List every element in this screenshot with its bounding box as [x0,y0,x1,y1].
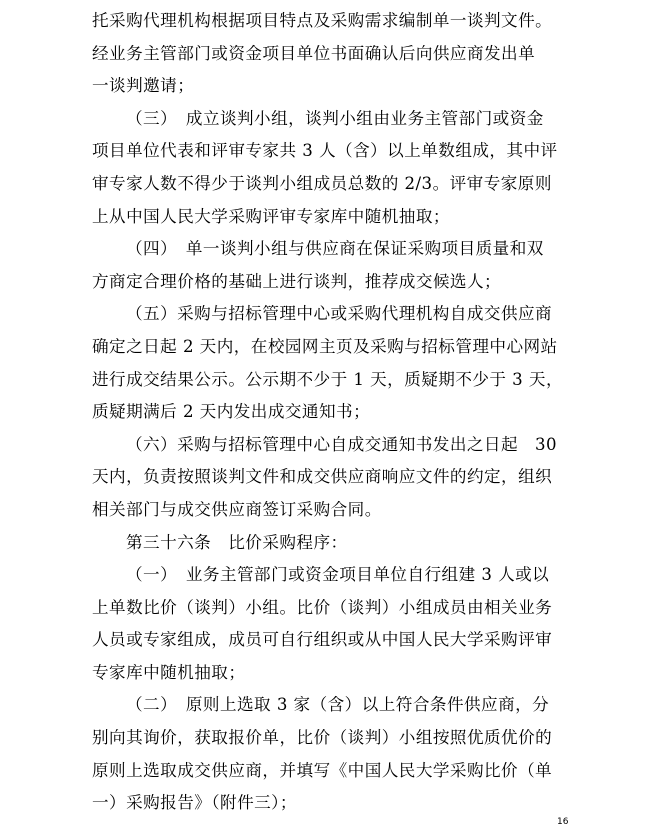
text-line: 经业务主管部门或资金项目单位书面确认后向供应商发出单 [92,43,536,63]
paragraph-start-line: （二） 原则上选取 3 家（含）以上符合条件供应商，分 [126,695,550,715]
paragraph-start-line: （六）采购与招标管理中心自成交通知书发出之日起 30 [126,434,558,454]
text-line: 天内，负责按照谈判文件和成交供应商响应文件的约定，组织 [92,467,553,487]
text-line: 人员或专家组成，成员可自行组织或从中国人民大学采购评审 [92,630,553,650]
text-line: 审专家人数不得少于谈判小组成员总数的 2/3。评审专家原则 [92,173,552,193]
paragraph-start-line: （五）采购与招标管理中心或采购代理机构自成交供应商 [126,304,553,324]
article-heading: 第三十六条 比价采购程序： [126,532,348,552]
text-line: 质疑期满后 2 天内发出成交通知书； [92,402,371,422]
text-line: 确定之日起 2 天内，在校园网主页及采购与招标管理中心网站 [92,336,558,356]
text-line: 一）采购报告》（附件三）； [92,793,297,813]
text-line: 进行成交结果公示。公示期不少于 1 天，质疑期不少于 3 天， [92,369,564,389]
text-line: 项目单位代表和评审专家共 3 人（含）以上单数组成，其中评 [92,141,558,161]
paragraph-start-line: （四） 单一谈判小组与供应商在保证采购项目质量和双 [126,239,544,259]
body-text [92,5,578,820]
text-line: 一谈判邀请； [92,76,195,96]
text-line: 原则上选取成交供应商，并填写《中国人民大学采购比价（单 [92,760,553,780]
text-line: 相关部门与成交供应商签订采购合同。 [92,499,382,519]
paragraph-start-line: （一） 业务主管部门或资金项目单位自行组建 3 人或以 [126,565,550,585]
text-line: 托采购代理机构根据项目特点及采购需求编制单一谈判文件。 [92,11,553,30]
text-line: 别向其询价，获取报价单，比价（谈判）小组按照优质优价的 [92,728,553,748]
page-number: 16 [557,817,569,827]
text-line: 方商定合理价格的基础上进行谈判，推荐成交候选人； [92,271,502,291]
text-line: 专家库中随机抽取； [92,662,246,682]
paragraph-start-line: （三） 成立谈判小组，谈判小组由业务主管部门或资金 [126,108,544,128]
text-line: 上单数比价（谈判）小组。比价（谈判）小组成员由相关业务 [92,597,553,617]
text-line: 上从中国人民大学采购评审专家库中随机抽取； [92,206,450,226]
